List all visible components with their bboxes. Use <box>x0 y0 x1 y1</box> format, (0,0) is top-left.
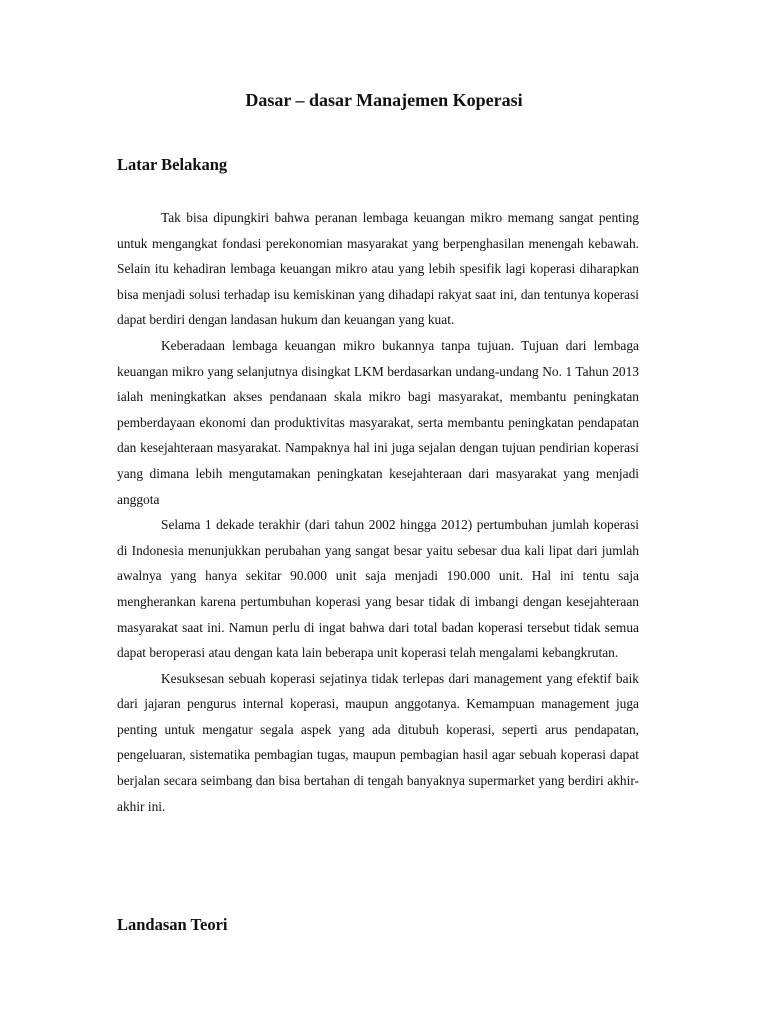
paragraph: Keberadaan lembaga keuangan mikro bukannya tanpa tujuan. Tujuan dari lembaga keuangan mikro yang selanjutnya disingkat LKM berdasarkan undang-undang No. 1 Tahun 2013 ialah meningkatkan akses pendanaan skala mikro bagi masyarakat, membantu peningkatan pemberdayaan ekonomi dan produktivitas masyarakat, serta membantu peningkatan pendapatan dan kesejahteraan masyarakat. Nampaknya hal ini juga sejalan dengan tujuan pendirian koperasi yang dimana lebih mengutamakan peningkatan kesejahteraan dari masyarakat yang menjadi anggota <box>117 337 639 507</box>
section-heading-landasan-teori: Landasan Teori <box>117 915 228 934</box>
paragraph: Kesuksesan sebuah koperasi sejatinya tidak terlepas dari management yang efektif baik dari jajaran pengurus internal koperasi, maupun anggotanya. Kemampuan management juga penting untuk mengatur segala aspek yang ada ditubuh koperasi, seperti arus pendapatan, pengeluaran, sistematika pembagian tugas, maupun pembagian hasil agar sebuah koperasi dapat berjalan secara seimbang dan bisa bertahan di tengah banyaknya supermarket yang berdiri akhir-akhir ini. <box>117 670 639 814</box>
section-heading-latar-belakang: Latar Belakang <box>117 155 228 174</box>
paragraph: Tak bisa dipungkiri bahwa peranan lembaga keuangan mikro memang sangat penting untuk mengangkat fondasi perekonomian masyarakat yang berpenghasilan menengah kebawah. Selain itu kehadiran lembaga keuangan mikro atau yang lebih spesifik lagi koperasi diharapkan bisa menjadi solusi terhadap isu kemiskinan yang dihadapi rakyat saat ini, dan tentunya koperasi dapat berdiri dengan landasan hukum dan keuangan yang kuat. <box>117 210 639 328</box>
paragraph: Selama 1 dekade terakhir (dari tahun 2002 hingga 2012) pertumbuhan jumlah koperasi di Indonesia menunjukkan perubahan yang sangat besar yaitu sebesar dua kali lipat dari jumlah awalnya yang hanya sekitar 90.000 unit saja menjadi 190.000 unit. Hal ini tentu saja mengherankan karena pertumbuhan koperasi yang besar tidak di imbangi dengan kesejahteraan masyarakat saat ini. Namun perlu di ingat bahwa dari total badan koperasi tersebut tidak semua dapat beroperasi atau dengan kata lain beberapa unit koperasi telah mengalami kebangkrutan. <box>117 517 639 661</box>
section-body-latar-belakang <box>117 205 639 819</box>
page-title: Dasar – dasar Manajemen Koperasi <box>245 90 523 110</box>
